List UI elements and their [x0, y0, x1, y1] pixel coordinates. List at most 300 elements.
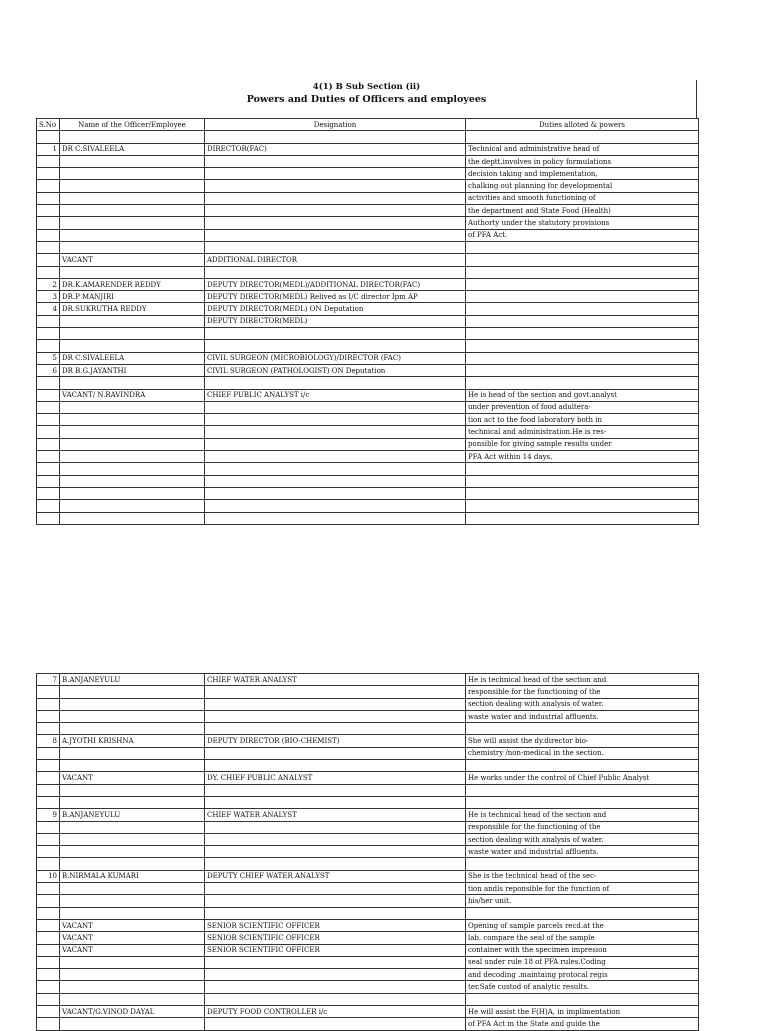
sno-cell	[37, 487, 60, 499]
duties-cell	[466, 131, 699, 143]
duties-cell: PFA Act within 14 days.	[466, 451, 699, 463]
sno-cell	[37, 796, 60, 808]
name-cell	[60, 229, 205, 241]
table-row	[37, 512, 699, 524]
duties-cell	[466, 254, 699, 266]
duties-cell: tion act to the food laboratory both in	[466, 414, 699, 426]
name-cell	[60, 784, 205, 796]
table-row	[37, 205, 699, 217]
table-row	[37, 143, 699, 155]
sno-cell	[37, 846, 60, 858]
sno-cell	[37, 883, 60, 895]
duties-cell: He will assist the F(H)A, in implimentation	[466, 1006, 699, 1018]
name-cell	[60, 475, 205, 487]
designation-cell: DEPUTY CHIEF WATER ANALYST	[205, 870, 466, 882]
designation-cell	[205, 907, 466, 919]
sno-cell	[37, 686, 60, 698]
table-row	[37, 846, 699, 858]
sno-cell: 3	[37, 291, 60, 303]
duties-cell	[466, 760, 699, 772]
name-cell: A.JYOTHI KRISHNA	[60, 735, 205, 747]
designation-cell	[205, 883, 466, 895]
sno-cell	[37, 131, 60, 143]
duties-cell: She is the technical head of the sec-	[466, 870, 699, 882]
designation-cell	[205, 796, 466, 808]
table-row	[37, 266, 699, 278]
sno-cell	[37, 512, 60, 524]
sno-cell	[37, 328, 60, 340]
name-cell: DR.P MANJIRI	[60, 291, 205, 303]
name-cell	[60, 463, 205, 475]
sno-cell	[37, 944, 60, 956]
designation-cell	[205, 438, 466, 450]
designation-cell	[205, 168, 466, 180]
name-cell: VACANT	[60, 919, 205, 931]
designation-cell	[205, 969, 466, 981]
table-row	[37, 981, 699, 993]
sno-cell	[37, 217, 60, 229]
table-header-row	[37, 119, 699, 131]
name-cell: VACANT/ N.RAVINDRA	[60, 389, 205, 401]
table-row	[37, 932, 699, 944]
sno-cell	[37, 475, 60, 487]
sno-cell	[37, 180, 60, 192]
table-row	[37, 919, 699, 931]
sno-cell	[37, 723, 60, 735]
duties-cell	[466, 487, 699, 499]
designation-cell	[205, 340, 466, 352]
name-cell	[60, 168, 205, 180]
name-cell: VACANT	[60, 944, 205, 956]
sno-cell	[37, 463, 60, 475]
duties-cell: Duties alloted & powers	[466, 119, 699, 131]
duties-cell: He works under the control of Chief Public Analyst	[466, 772, 699, 784]
duties-cell	[466, 723, 699, 735]
duties-cell: container with the specimen impresion	[466, 944, 699, 956]
sno-cell	[37, 340, 60, 352]
sno-cell: 1	[37, 143, 60, 155]
sno-cell: 7	[37, 674, 60, 686]
duties-cell: under prevention of food adultera-	[466, 401, 699, 413]
name-cell	[60, 328, 205, 340]
table-row	[37, 833, 699, 845]
designation-cell	[205, 784, 466, 796]
name-cell	[60, 401, 205, 413]
name-cell	[60, 131, 205, 143]
duties-cell	[466, 291, 699, 303]
duties-cell	[466, 303, 699, 315]
designation-cell	[205, 426, 466, 438]
duties-cell: He is technical head of the section and	[466, 674, 699, 686]
duties-cell	[466, 512, 699, 524]
table-row	[37, 944, 699, 956]
sno-cell	[37, 229, 60, 241]
duties-cell: his/her unit.	[466, 895, 699, 907]
table-row	[37, 463, 699, 475]
duties-cell	[466, 377, 699, 389]
duties-cell: of PFA Act in the State and guide the	[466, 1018, 699, 1030]
sno-cell	[37, 956, 60, 968]
sno-cell	[37, 426, 60, 438]
name-cell	[60, 217, 205, 229]
name-cell: VACANT	[60, 254, 205, 266]
name-cell: DR C.SIVALEELA	[60, 143, 205, 155]
designation-cell	[205, 131, 466, 143]
name-cell	[60, 993, 205, 1005]
name-cell	[60, 205, 205, 217]
table-row	[37, 229, 699, 241]
name-cell	[60, 500, 205, 512]
sno-cell: 5	[37, 352, 60, 364]
sno-cell	[37, 710, 60, 722]
duties-cell	[466, 463, 699, 475]
sno-cell	[37, 254, 60, 266]
name-cell	[60, 377, 205, 389]
table-row	[37, 389, 699, 401]
name-cell	[60, 180, 205, 192]
designation-cell	[205, 956, 466, 968]
duties-cell	[466, 340, 699, 352]
duties-cell: lab. compare the seal of the sample	[466, 932, 699, 944]
sno-cell	[37, 772, 60, 784]
name-cell	[60, 698, 205, 710]
sno-cell: S.No	[37, 119, 60, 131]
name-cell	[60, 414, 205, 426]
table-row	[37, 796, 699, 808]
table-row	[37, 475, 699, 487]
sno-cell	[37, 192, 60, 204]
name-cell	[60, 451, 205, 463]
name-cell	[60, 340, 205, 352]
duties-cell: He is technical head of the section and	[466, 809, 699, 821]
sno-cell: 9	[37, 809, 60, 821]
designation-cell	[205, 698, 466, 710]
table-row	[37, 760, 699, 772]
name-cell	[60, 487, 205, 499]
designation-cell	[205, 180, 466, 192]
designation-cell	[205, 451, 466, 463]
designation-cell	[205, 241, 466, 253]
table-row	[37, 315, 699, 327]
sno-cell	[37, 205, 60, 217]
header-divider	[696, 80, 697, 118]
name-cell	[60, 723, 205, 735]
duties-cell	[466, 364, 699, 376]
name-cell	[60, 796, 205, 808]
designation-cell: ADDITIONAL DIRECTOR	[205, 254, 466, 266]
sno-cell	[37, 895, 60, 907]
sno-cell	[37, 155, 60, 167]
designation-cell: CHIEF WATER ANALYST	[205, 809, 466, 821]
sno-cell	[37, 760, 60, 772]
name-cell	[60, 710, 205, 722]
duties-cell: the department and State Food (Health)	[466, 205, 699, 217]
duties-cell: Technical and administrative head of	[466, 143, 699, 155]
name-cell	[60, 155, 205, 167]
sno-cell	[37, 451, 60, 463]
designation-cell	[205, 512, 466, 524]
table-row	[37, 155, 699, 167]
table-row	[37, 438, 699, 450]
table-row	[37, 180, 699, 192]
table-row	[37, 674, 699, 686]
table-row	[37, 340, 699, 352]
designation-cell: Designation	[205, 119, 466, 131]
sno-cell: 4	[37, 303, 60, 315]
name-cell: VACANT	[60, 772, 205, 784]
name-cell	[60, 907, 205, 919]
sno-cell	[37, 389, 60, 401]
name-cell	[60, 315, 205, 327]
duties-cell	[466, 315, 699, 327]
page-title: Powers and Duties of Officers and employees	[246, 94, 487, 105]
designation-cell	[205, 895, 466, 907]
sno-cell	[37, 1006, 60, 1018]
officers-table-1	[36, 118, 699, 525]
name-cell	[60, 846, 205, 858]
duties-cell: responsible for the functioning of the	[466, 686, 699, 698]
designation-cell	[205, 155, 466, 167]
designation-cell	[205, 229, 466, 241]
table-row	[37, 809, 699, 821]
table-row	[37, 747, 699, 759]
duties-cell: and decoding .maintaing protocal regis	[466, 969, 699, 981]
designation-cell: DEPUTY DIRECTOR(MEDL)	[205, 315, 466, 327]
name-cell	[60, 858, 205, 870]
duties-cell: tion andis reponsible for the function of	[466, 883, 699, 895]
sno-cell	[37, 168, 60, 180]
duties-cell: decision taking and implementation,	[466, 168, 699, 180]
duties-cell: of PFA Act.	[466, 229, 699, 241]
duties-cell	[466, 993, 699, 1005]
name-cell	[60, 266, 205, 278]
table-row	[37, 772, 699, 784]
designation-cell	[205, 760, 466, 772]
name-cell	[60, 438, 205, 450]
name-cell: Name of the Officer/Employee	[60, 119, 205, 131]
name-cell	[60, 883, 205, 895]
designation-cell	[205, 475, 466, 487]
name-cell	[60, 686, 205, 698]
name-cell	[60, 512, 205, 524]
sno-cell	[37, 698, 60, 710]
designation-cell	[205, 205, 466, 217]
duties-cell	[466, 328, 699, 340]
table-row	[37, 993, 699, 1005]
section-heading: 4(1) B Sub Section (ii)	[312, 82, 421, 92]
duties-cell	[466, 784, 699, 796]
sno-cell	[37, 241, 60, 253]
duties-cell	[466, 500, 699, 512]
designation-cell	[205, 747, 466, 759]
sno-cell: 2	[37, 278, 60, 290]
table-row	[37, 500, 699, 512]
table-row	[37, 1006, 699, 1018]
designation-cell	[205, 723, 466, 735]
table-row	[37, 254, 699, 266]
duties-cell: Opening of sample parcels recd.at the	[466, 919, 699, 931]
designation-cell	[205, 414, 466, 426]
table-row	[37, 451, 699, 463]
designation-cell: DEPUTY DIRECTOR(MEDL) Relived as I/C director Ipm AP	[205, 291, 466, 303]
sno-cell	[37, 784, 60, 796]
sno-cell	[37, 981, 60, 993]
designation-cell: DEPUTY FOOD CONTROLLER i/c	[205, 1006, 466, 1018]
name-cell	[60, 833, 205, 845]
sno-cell	[37, 500, 60, 512]
designation-cell	[205, 993, 466, 1005]
designation-cell	[205, 846, 466, 858]
designation-cell: SENIOR SCIENTIFIC OFFICER	[205, 932, 466, 944]
duties-cell: He is head of the section and govt.analyst	[466, 389, 699, 401]
table-row	[37, 487, 699, 499]
name-cell	[60, 969, 205, 981]
designation-cell	[205, 192, 466, 204]
designation-cell	[205, 821, 466, 833]
table-row	[37, 907, 699, 919]
name-cell: DR C.SIVALEELA	[60, 352, 205, 364]
duties-cell: the deptt.involves in policy formulations	[466, 155, 699, 167]
name-cell	[60, 426, 205, 438]
table-row	[37, 956, 699, 968]
sno-cell	[37, 266, 60, 278]
duties-cell: responsible for the functioning of the	[466, 821, 699, 833]
table-row	[37, 241, 699, 253]
sno-cell: 6	[37, 364, 60, 376]
duties-cell: chemistry /non-medical in the section.	[466, 747, 699, 759]
name-cell	[60, 241, 205, 253]
name-cell: DR B.G.JAYANTHI	[60, 364, 205, 376]
designation-cell: SENIOR SCIENTIFIC OFFICER	[205, 944, 466, 956]
sno-cell	[37, 821, 60, 833]
name-cell: B.ANJANEYULU	[60, 674, 205, 686]
duties-cell	[466, 266, 699, 278]
table-row	[37, 168, 699, 180]
name-cell: DR.K.AMARENDER REDDY	[60, 278, 205, 290]
table-row	[37, 291, 699, 303]
sno-cell	[37, 377, 60, 389]
duties-cell	[466, 241, 699, 253]
table-row	[37, 686, 699, 698]
name-cell: VACANT/G.VINOD DAYAL	[60, 1006, 205, 1018]
table-row	[37, 858, 699, 870]
designation-cell	[205, 710, 466, 722]
designation-cell	[205, 401, 466, 413]
sno-cell	[37, 932, 60, 944]
designation-cell: DEPUTY DIRECTOR(MEDL) ON Deputation	[205, 303, 466, 315]
table-row	[37, 821, 699, 833]
name-cell	[60, 747, 205, 759]
duties-cell: waste water and industrial affluents.	[466, 710, 699, 722]
table-row	[37, 192, 699, 204]
name-cell	[60, 956, 205, 968]
sno-cell: 10	[37, 870, 60, 882]
designation-cell	[205, 833, 466, 845]
table-row	[37, 303, 699, 315]
duties-cell: activities and smooth functioning of	[466, 192, 699, 204]
designation-cell: CHIEF WATER ANALYST	[205, 674, 466, 686]
table-row	[37, 870, 699, 882]
duties-cell: seal under rule 18 of PFA rules.Coding	[466, 956, 699, 968]
name-cell	[60, 981, 205, 993]
duties-cell	[466, 352, 699, 364]
duties-cell: waste water and industrial affluents.	[466, 846, 699, 858]
sno-cell	[37, 919, 60, 931]
duties-cell	[466, 278, 699, 290]
duties-cell: ponsible for giving sample results under	[466, 438, 699, 450]
sno-cell	[37, 747, 60, 759]
designation-cell: DIRECTOR(FAC)	[205, 143, 466, 155]
designation-cell: CHIEF PUBLIC ANALYST i/c	[205, 389, 466, 401]
table-row	[37, 131, 699, 143]
duties-cell	[466, 475, 699, 487]
name-cell: DR.SUKRUTHA REDDY	[60, 303, 205, 315]
designation-cell: DEPUTY DIRECTOR (BIO-CHEMIST)	[205, 735, 466, 747]
name-cell	[60, 192, 205, 204]
table-row	[37, 426, 699, 438]
name-cell	[60, 821, 205, 833]
sno-cell	[37, 438, 60, 450]
designation-cell: DEPUTY DIRECTOR(MEDL)/ADDITIONAL DIRECTOR(FAC)	[205, 278, 466, 290]
table-row	[37, 698, 699, 710]
table-row	[37, 710, 699, 722]
table-row	[37, 784, 699, 796]
table-row	[37, 278, 699, 290]
sno-cell	[37, 401, 60, 413]
name-cell	[60, 895, 205, 907]
table-row	[37, 352, 699, 364]
designation-cell	[205, 981, 466, 993]
duties-cell	[466, 796, 699, 808]
table-row	[37, 217, 699, 229]
table-row	[37, 414, 699, 426]
table-row	[37, 377, 699, 389]
officers-table-2	[36, 673, 699, 1031]
table-row	[37, 969, 699, 981]
designation-cell	[205, 686, 466, 698]
duties-cell	[466, 858, 699, 870]
duties-cell: section dealing with analysis of water.	[466, 698, 699, 710]
sno-cell: 8	[37, 735, 60, 747]
duties-cell: chalking out planning for developmental	[466, 180, 699, 192]
sno-cell	[37, 993, 60, 1005]
sno-cell	[37, 858, 60, 870]
duties-cell: ter.Safe custod of analytic results.	[466, 981, 699, 993]
duties-cell	[466, 907, 699, 919]
table-row	[37, 735, 699, 747]
designation-cell	[205, 217, 466, 229]
designation-cell	[205, 487, 466, 499]
duties-cell: She will assist the dy.director bio-	[466, 735, 699, 747]
designation-cell: CIVIL SURGEON (PATHOLOGIST) ON Deputation	[205, 364, 466, 376]
designation-cell: SENIOR SCIENTIFIC OFFICER	[205, 919, 466, 931]
designation-cell: CIVIL SURGEON (MICROBIOLOGY)/DIRECTOR (FAC)	[205, 352, 466, 364]
designation-cell	[205, 500, 466, 512]
designation-cell	[205, 858, 466, 870]
designation-cell	[205, 377, 466, 389]
name-cell: B.ANJANEYULU	[60, 809, 205, 821]
designation-cell: DY. CHIEF PUBLIC ANALYST	[205, 772, 466, 784]
name-cell: B.NIRMALA KUMARI	[60, 870, 205, 882]
sno-cell	[37, 414, 60, 426]
table-row	[37, 883, 699, 895]
table-row	[37, 364, 699, 376]
name-cell: VACANT	[60, 932, 205, 944]
designation-cell	[205, 328, 466, 340]
sno-cell	[37, 907, 60, 919]
sno-cell	[37, 315, 60, 327]
duties-cell: Authorty under the statutory provisions	[466, 217, 699, 229]
